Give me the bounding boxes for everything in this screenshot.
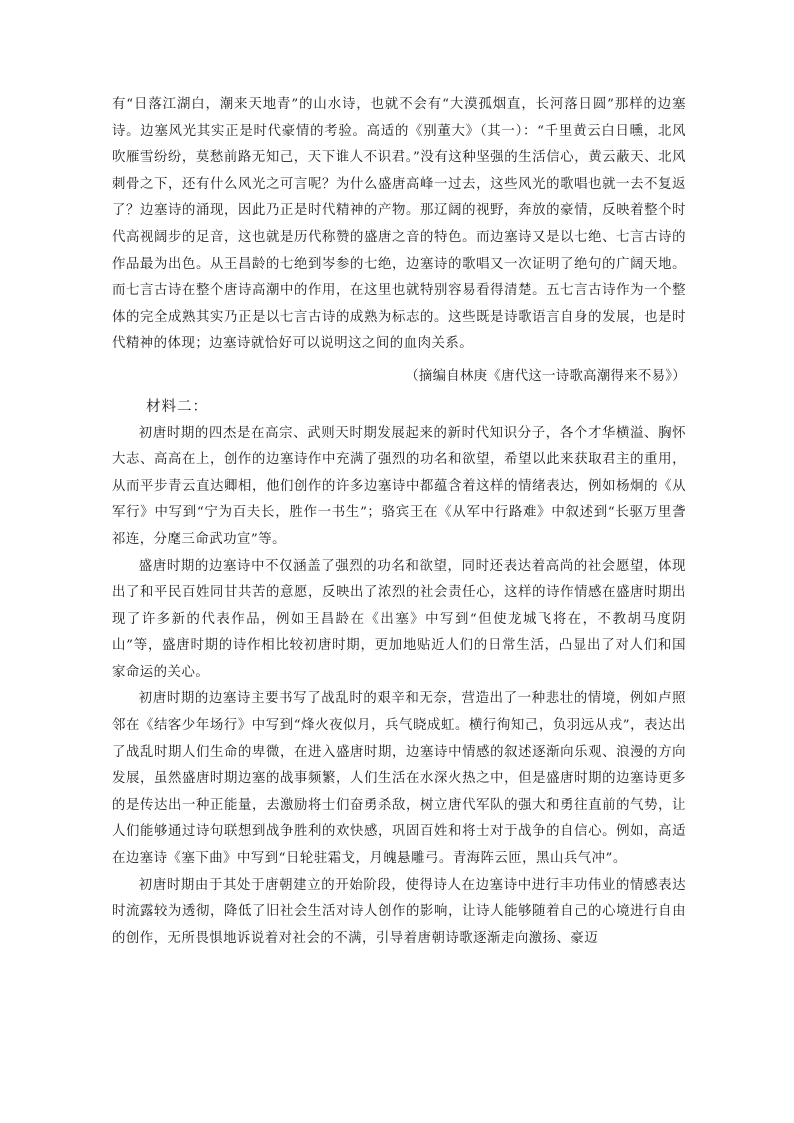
source-citation: （摘编自林庚《唐代这一诗歌高潮得来不易》） <box>405 368 686 384</box>
material2-heading: 材料二： <box>146 398 208 415</box>
material2-paragraph-1: 初唐时期的四杰是在高宗、武则天时期发展起来的新时代知识分子，各个才华横溢、胸怀大志、高高在上，创作的边塞诗作中充满了强烈的功名和欲望，希望以此来获取君主的重用，从而平步青云直达卿相，他们创作的许多边塞诗中都蕴含着这样的情绪表达，例如杨炯的《从军行》中写到“宁为百夫长，胜作一书生”；骆宾王在《从军中行路难》中叙述到“长驱万里詟祁连，分麾三命武功宣”等。 <box>112 425 686 547</box>
document-page <box>112 92 686 952</box>
material1-continuation-paragraph: 有“日落江湖白，潮来天地青”的山水诗，也就不会有“大漠孤烟直，长河落日圆”那样的边塞诗。边塞风光其实正是时代豪情的考验。高适的《别董大》（其一）：“千里黄云白日曛，北风吹雁雪纷纷，莫愁前路无知己，天下谁人不识君。”没有这种坚强的生活信心，黄云蔽天、北风刺骨之下，还有什么风光之可言呢？为什么盛唐高峰一过去，这些风光的歌唱也就一去不复返了？边塞诗的涌现，因此乃正是时代精神的产物。那辽阔的视野，奔放的豪情，反映着整个时代高视阔步的足音，这也就是历代称赞的盛唐之音的特色。而边塞诗又是以七绝、七言古诗的作品最为出色。从王昌龄的七绝到岑参的七绝，边塞诗的歌唱又一次证明了绝句的广阔天地。而七言古诗在整个唐诗高潮中的作用，在这里也就特别容易看得清楚。五七言古诗作为一个整体的完全成熟其实乃正是以七言古诗的成熟为标志的。这些既是诗歌语言自身的发展，也是时代精神的体现；边塞诗就恰好可以说明这之间的血肉关系。 <box>112 97 686 352</box>
material2-paragraph-2: 盛唐时期的边塞诗中不仅涵盖了强烈的功名和欲望，同时还表达着高尚的社会愿望，体现出了和平民百姓同甘共苦的意愿，反映出了浓烈的社会责任心，这样的诗作情感在盛唐时期出现了许多新的代表作品，例如王昌龄在《出塞》中写到“但使龙城飞将在，不教胡马度阴山”等，盛唐时期的诗作相比较初唐时期，更加地贴近人们的日常生活，凸显出了对人们和国家命运的关心。 <box>112 558 686 680</box>
material2-paragraph-3: 初唐时期的边塞诗主要书写了战乱时的艰辛和无奈，营造出了一种悲壮的情境，例如卢照邻在《结客少年场行》中写到“烽火夜似月，兵气晓成虹。横行徇知己，负羽远从戎”，表达出了战乱时期人们生命的卑微，在进入盛唐时期，边塞诗中情感的叙述逐渐向乐观、浪漫的方向发展，虽然盛唐时期边塞的战事频繁，人们生活在水深火热之中，但是盛唐时期的边塞诗更多的是传达出一种正能量，去激励将士们奋勇杀敌，树立唐代军队的强大和勇往直前的气势，让人们能够通过诗句联想到战争胜利的欢快感，巩固百姓和将士对于战争的自信心。例如，高适在边塞诗《塞下曲》中写到“日轮驻霜戈，月魄悬雕弓。青海阵云匝，黑山兵气冲”。 <box>112 691 686 867</box>
material2-paragraph-4: 初唐时期由于其处于唐朝建立的开始阶段，使得诗人在边塞诗中进行丰功伟业的情感表达时流露较为透彻，降低了旧社会生活对诗人创作的影响，让诗人能够随着自己的心境进行自由的创作，无所畏惧地诉说着对社会的不满，引导着唐朝诗歌逐渐走向激扬、豪迈 <box>112 877 686 946</box>
